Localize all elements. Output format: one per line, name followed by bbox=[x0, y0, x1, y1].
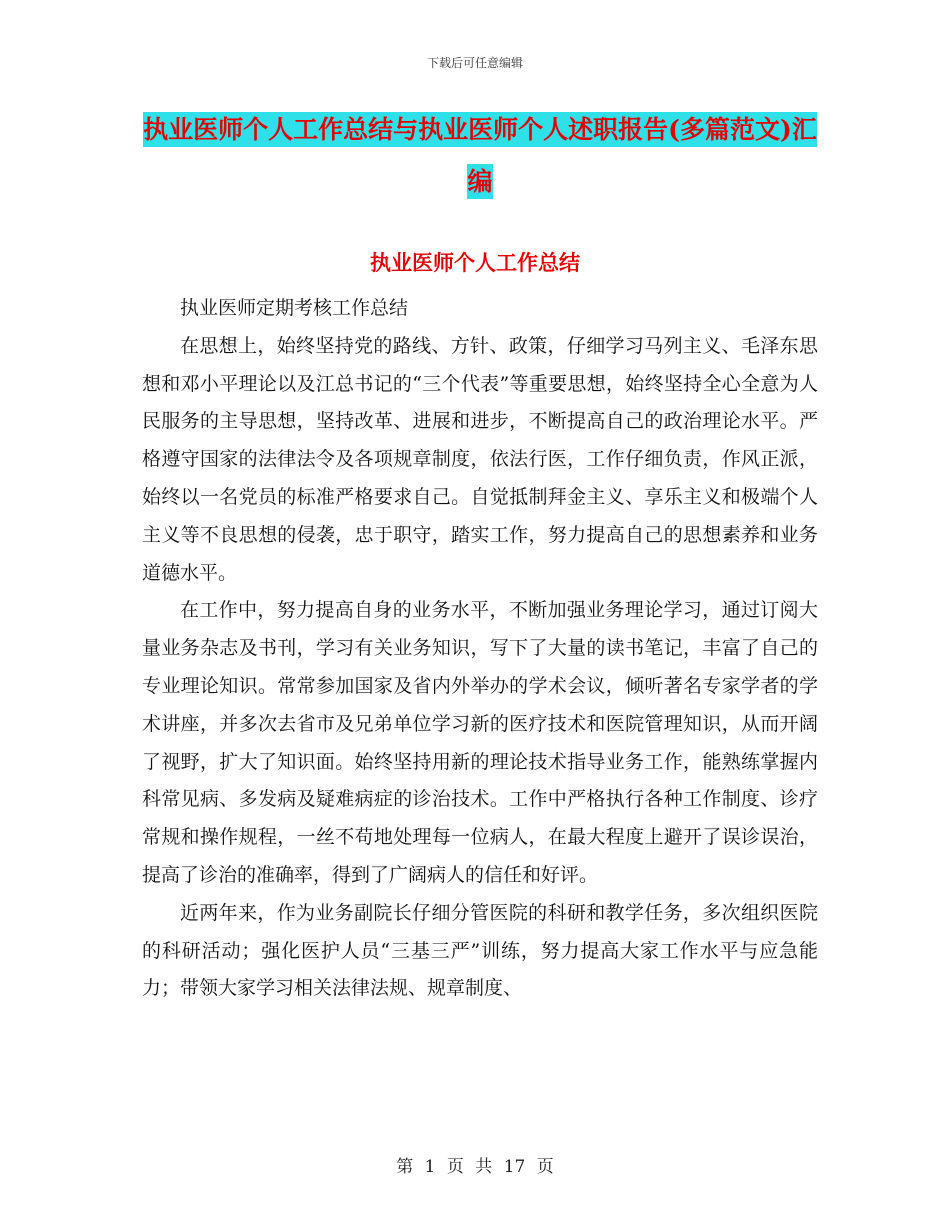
document-title-text: 执业医师个人工作总结与执业医师个人述职报告(多篇范文)汇编 bbox=[143, 112, 817, 199]
subtitle: 执业医师定期考核工作总结 bbox=[180, 297, 409, 319]
page-footer: 第 1 页 共 17 页 bbox=[396, 1157, 554, 1177]
paragraph: 在工作中，努力提高自身的业务水平，不断加强业务理论学习，通过订阅大量业务杂志及书刊，学习有关业务知识，写下了大量的读书笔记，丰富了自己的专业理论知识。常常参加国家及省内外举办的学术会议，倾听著名专家学者的学术讲座，并多次去省市及兄弟单位学习新的医疗技术和医院管理知识，从而开阔了视野，扩大了知识面。始终坚持用新的理论技术指导业务工作，能熟练掌握内科常见病、多发病及疑难病症的诊治技术。工作中严格执行各种工作制度、诊疗常规和操作规程，一丝不苟地处理每一位病人，在最大程度上避开了误诊误治，提高了诊治的准确率，得到了广阔病人的信任和好评。 bbox=[142, 599, 818, 886]
section-title: 执业医师个人工作总结 bbox=[370, 250, 580, 275]
paragraph: 在思想上，始终坚持党的路线、方针、政策，仔细学习马列主义、毛泽东思想和邓小平理论以及江总书记的“三个代表”等重要思想，始终坚持全心全意为人民服务的主导思想，坚持改革、进展和进步，不断提高自己的政治理论水平。严格遵守国家的法律法令及各项规章制度，依法行医，工作仔细负责，作风正派，始终以一名党员的标准严格要求自己。自觉抵制拜金主义、享乐主义和极端个人主义等不良思想的侵袭，忠于职守，踏实工作，努力提高自己的思想素养和业务道德水平。 bbox=[142, 334, 818, 584]
document-body bbox=[142, 290, 818, 1008]
header-note: 下载后可任意编辑 bbox=[426, 56, 523, 70]
document-title bbox=[140, 104, 820, 208]
paragraph: 近两年来，作为业务副院长仔细分管医院的科研和教学任务，多次组织医院的科研活动；强化医护人员“三基三严”训练，努力提高大家工作水平与应急能力；带领大家学习相关法律法规、规章制度、 bbox=[142, 901, 818, 1000]
